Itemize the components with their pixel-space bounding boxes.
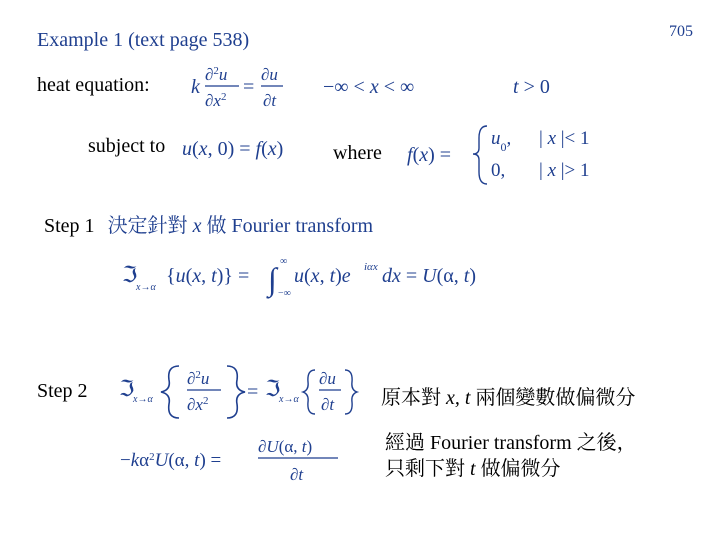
svg-text:∂t: ∂t: [321, 395, 335, 414]
svg-text:x→α: x→α: [136, 282, 156, 293]
svg-text:u(x, t)e: u(x, t)e: [294, 265, 351, 287]
svg-text:u(x, 0) = f(x): u(x, 0) = f(x): [182, 138, 284, 160]
note3-cn2: 做偏微分: [480, 458, 561, 480]
svg-text:∞: ∞: [280, 256, 288, 267]
fourier-of-equation-formula: [115, 360, 365, 420]
svg-text:ℑ: ℑ: [122, 262, 138, 287]
note1-cn2: 兩個變數做偏微分: [475, 387, 636, 409]
svg-text:dx = U(α, t): dx = U(α, t): [382, 265, 476, 287]
svg-text:∂U(α, t): ∂U(α, t): [258, 437, 313, 456]
svg-text:ℑ: ℑ: [265, 376, 281, 401]
svg-text:t > 0: t > 0: [513, 76, 550, 98]
note-line-2: [385, 433, 637, 453]
note1-cn: 原本對: [381, 387, 441, 409]
initial-condition-formula: [180, 128, 320, 168]
svg-text:∂2u: ∂$^2$u: [187, 369, 210, 388]
svg-text:x→α: x→α: [133, 394, 153, 405]
fourier-definition-formula: [118, 250, 508, 302]
svg-text:∂x2: $\partial x^2$: [205, 91, 227, 110]
svg-text:∂u: ∂u: [261, 65, 278, 84]
step1-label: Step 1: [44, 215, 95, 237]
note3-cn: 只剩下對: [385, 458, 465, 480]
step1-heading: [44, 216, 373, 236]
slide-title: Example 1 (text page 538): [37, 29, 250, 51]
svg-text:∂x2: $\partial x^2$: [187, 395, 209, 414]
svg-text:∂u: ∂u: [319, 369, 336, 388]
svg-text:| x |< 1: | x |< 1: [539, 128, 590, 149]
subject-to-label: subject to: [88, 135, 166, 157]
heat-equation-formula: [185, 58, 585, 114]
note3-var: t: [470, 458, 476, 480]
svg-text:∂2u: ∂$^2$u: [205, 65, 228, 84]
svg-text:ℑ: ℑ: [119, 376, 135, 401]
step1-text-cn: 決定針對: [107, 215, 188, 237]
svg-text:=: =: [243, 76, 255, 98]
step2-label: Step 2: [37, 380, 88, 402]
note2-en: Fourier transform: [430, 432, 572, 454]
page-number: 705: [669, 23, 693, 40]
svg-text:−∞ < x < ∞: −∞ < x < ∞: [323, 76, 415, 98]
svg-text:k: k: [191, 76, 200, 98]
svg-text:−kα2U(α, t) =: $-k\alpha^2U(\alpha$, t) =: [120, 450, 222, 471]
svg-text:0,: 0,: [491, 160, 506, 181]
svg-text:f(x) =: f(x) =: [407, 144, 452, 166]
note-line-3: [385, 459, 561, 479]
svg-text:∂t: ∂t: [290, 465, 304, 484]
svg-text:=: =: [247, 381, 259, 403]
note2-cn2: 之後，: [576, 432, 637, 454]
svg-text:x→α: x→α: [279, 394, 299, 405]
svg-text:∂t: ∂t: [263, 91, 277, 110]
step1-text-en: Fourier transform: [231, 215, 374, 237]
svg-text:−∞: −∞: [278, 288, 291, 299]
svg-text:| x |> 1: | x |> 1: [539, 160, 590, 181]
heat-equation-label: heat equation:: [37, 74, 150, 96]
svg-text:iαx: iαx: [364, 261, 378, 273]
svg-text:u0,: $u_0$,: [491, 128, 512, 154]
note1-vars: x, t: [446, 387, 471, 409]
note2-cn: 經過: [385, 432, 425, 454]
where-label: where: [333, 142, 382, 164]
svg-text:∫: ∫: [268, 261, 277, 297]
step1-text-cn2: 做: [206, 215, 227, 237]
step1-var: x: [192, 215, 202, 237]
piecewise-definition-formula: [405, 118, 595, 190]
note-line-1: [381, 388, 635, 408]
svg-text:{u(x, t)} =: {u(x, t)} =: [166, 265, 250, 287]
transformed-ode-formula: [118, 432, 348, 488]
